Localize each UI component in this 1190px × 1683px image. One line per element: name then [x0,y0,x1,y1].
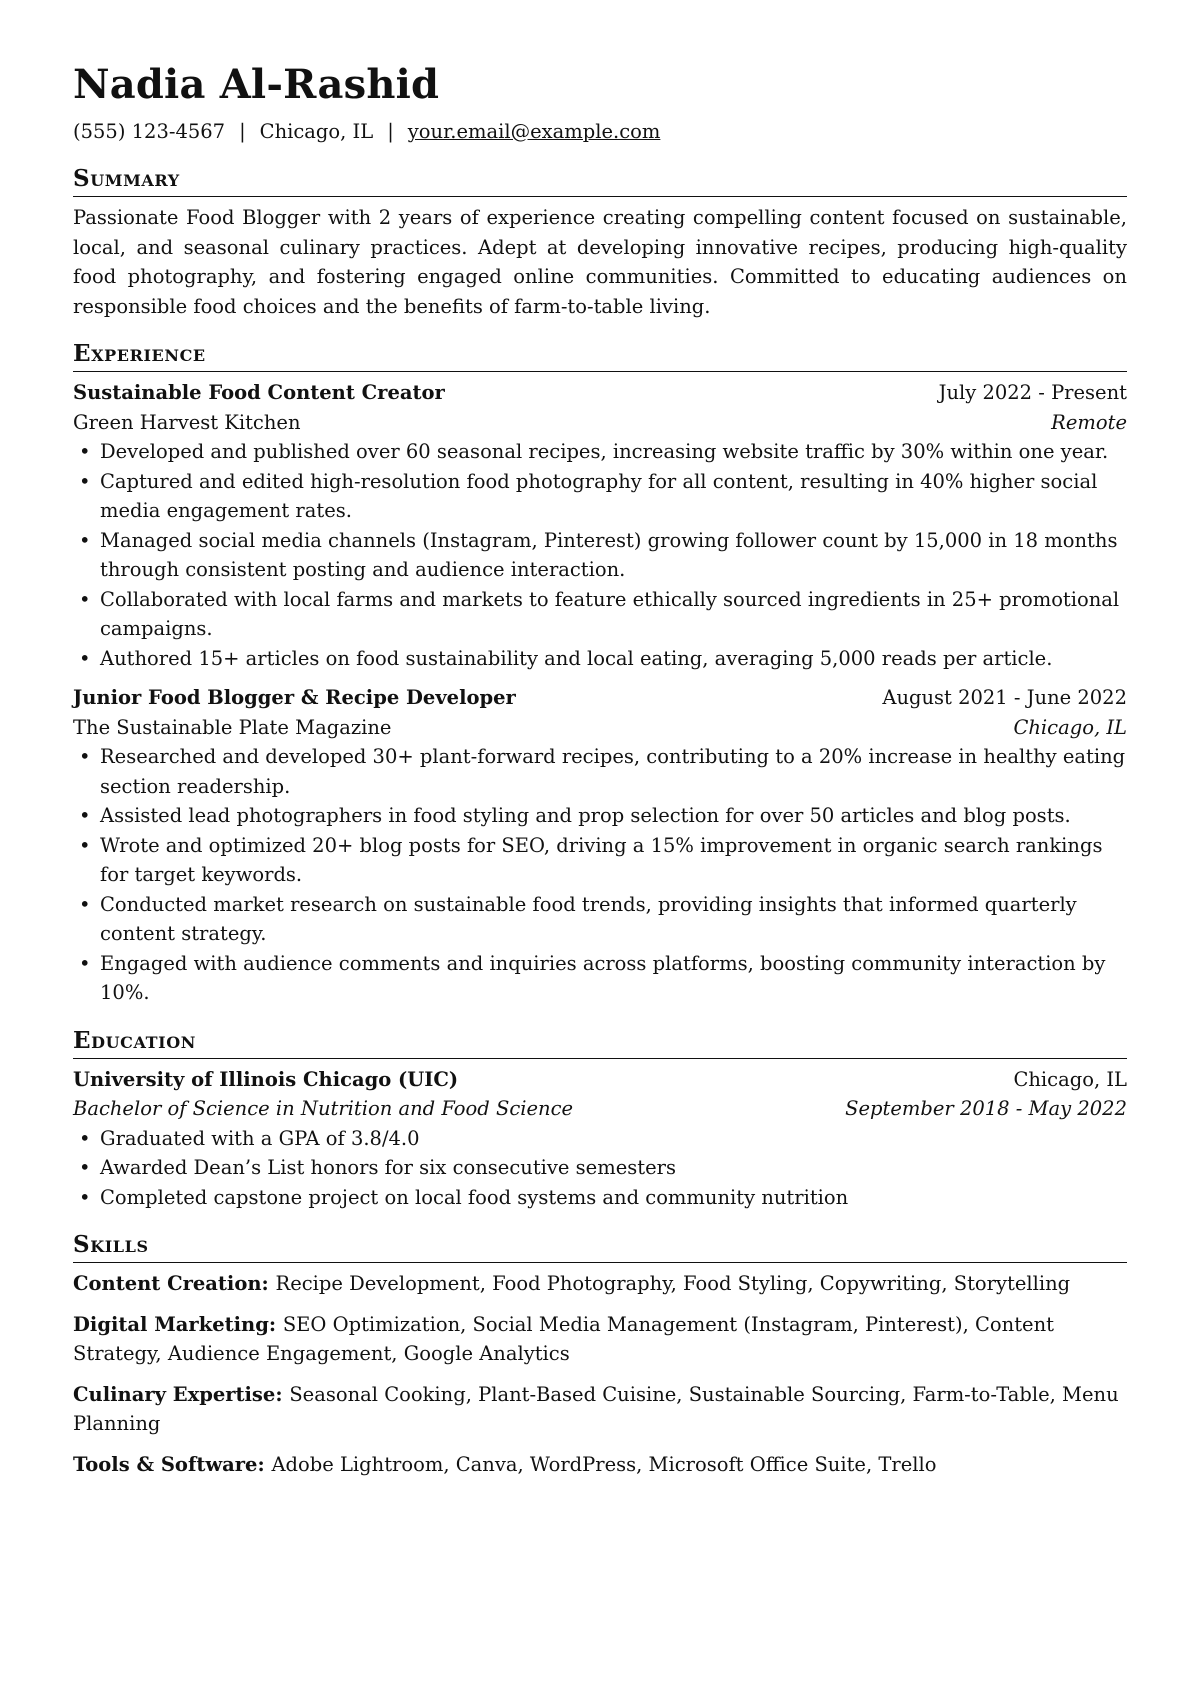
bullet-item: • Managed social media channels (Instagram, Pinterest) growing follower count by 15,000 in 18 months through consistent posting and audience interaction. [73,526,1127,585]
job-title-row [73,378,1127,408]
skill-value: Seasonal Cooking, Plant-Based Cuisine, Sustainable Sourcing, Farm-to-Table, Menu Planning [73,1382,1119,1435]
contact-location: Chicago, IL [259,120,374,143]
bullet-item: • Researched and developed 30+ plant-forward recipes, contributing to a 20% increase in healthy eating section readership. [73,742,1127,801]
skill-label: Tools & Software: [73,1452,272,1476]
bullet-item: • Completed capstone project on local food systems and community nutrition [73,1183,1127,1213]
bullet-item: • Authored 15+ articles on food sustainability and local eating, averaging 5,000 reads per article. [73,644,1127,674]
bullet-item: • Assisted lead photographers in food styling and prop selection for over 50 articles and blog posts. [73,801,1127,831]
skill-value: SEO Optimization, Social Media Management (Instagram, Pinterest), Content Strategy, Audience Engagement, Google Analytics [73,1312,1054,1365]
resume-page [73,0,1127,1479]
job-location: Remote [1051,410,1127,434]
skill-row [73,1380,1127,1439]
job-entry [73,683,1127,1008]
job-bullets [73,742,1127,1008]
bullet-item: • Engaged with audience comments and inquiries across platforms, boosting community interaction by 10%. [73,949,1127,1008]
job-company-row [73,713,1127,743]
contact-separator: | [387,120,394,143]
school-name: University of Illinois Chicago (UIC) [73,1067,459,1091]
skill-label: Content Creation: [73,1272,276,1295]
skill-value: Recipe Development, Food Photography, Food Styling, Copywriting, Storytelling [275,1272,1071,1295]
phone-number: (555) 123-4567 [73,120,226,143]
job-bullets [73,437,1127,673]
job-company-row [73,408,1127,438]
bullet-item: • Conducted market research on sustainable food trends, providing insights that informed quarterly content strategy. [73,890,1127,949]
candidate-name: Nadia Al-Rashid [73,61,440,108]
job-entry [73,378,1127,673]
job-dates: July 2022 - Present [938,381,1127,404]
contact-separator: | [239,120,246,143]
job-role: Junior Food Blogger & Recipe Developer [73,686,516,709]
bullet-item: • Collaborated with local farms and markets to feature ethically sourced ingredients in 25+ promotional campaigns. [73,585,1127,644]
email-link[interactable]: your.email@example.com [407,120,661,143]
job-dates: August 2021 - June 2022 [882,686,1127,709]
skill-value: Adobe Lightroom, Canva, WordPress, Microsoft Office Suite, Trello [271,1452,937,1476]
experience-list [73,378,1127,1008]
bullet-item: • Awarded Dean’s List honors for six consecutive semesters [73,1153,1127,1183]
education-entry [73,1065,1127,1213]
bullet-item: • Captured and edited high-resolution food photography for all content, resulting in 40% higher social media engagement rates. [73,467,1127,526]
bullet-item: • Wrote and optimized 20+ blog posts for SEO, driving a 15% improvement in organic search rankings for target keywords. [73,831,1127,890]
skill-label: Culinary Expertise: [73,1382,290,1406]
education-bullets [73,1124,1127,1213]
section-heading-skills: Skills [73,1230,1127,1263]
bullet-item: • Graduated with a GPA of 3.8/4.0 [73,1124,1127,1154]
skill-row [73,1269,1127,1299]
degree-dates: September 2018 - May 2022 [845,1097,1127,1120]
job-company: Green Harvest Kitchen [73,410,301,434]
bullet-item: • Developed and published over 60 seasonal recipes, increasing website traffic by 30% within one year. [73,437,1127,467]
skill-row [73,1450,1127,1480]
degree-name: Bachelor of Science in Nutrition and Food Science [73,1097,574,1120]
job-location: Chicago, IL [1013,715,1127,739]
contact-line [73,118,1127,146]
job-title-row [73,683,1127,713]
school-row [73,1065,1127,1095]
job-role: Sustainable Food Content Creator [73,381,445,404]
summary-text: Passionate Food Blogger with 2 years of experience creating compelling content focused on sustainable, local, and seasonal culinary practices. Adept at developing innovative recipes, producing high-quality food photography, and fostering engaged online communities. Committed to educating audiences on responsible food choices and the benefits of farm-to-table living. [73,206,1127,318]
degree-row [73,1094,1127,1124]
job-company: The Sustainable Plate Magazine [73,715,392,739]
section-heading-experience: Experience [73,339,1127,372]
skill-row [73,1310,1127,1369]
school-location: Chicago, IL [1013,1067,1127,1091]
section-heading-education: Education [73,1026,1127,1059]
skills-list [73,1269,1127,1479]
skill-label: Digital Marketing: [73,1312,283,1336]
section-heading-summary: Summary [73,164,1127,197]
